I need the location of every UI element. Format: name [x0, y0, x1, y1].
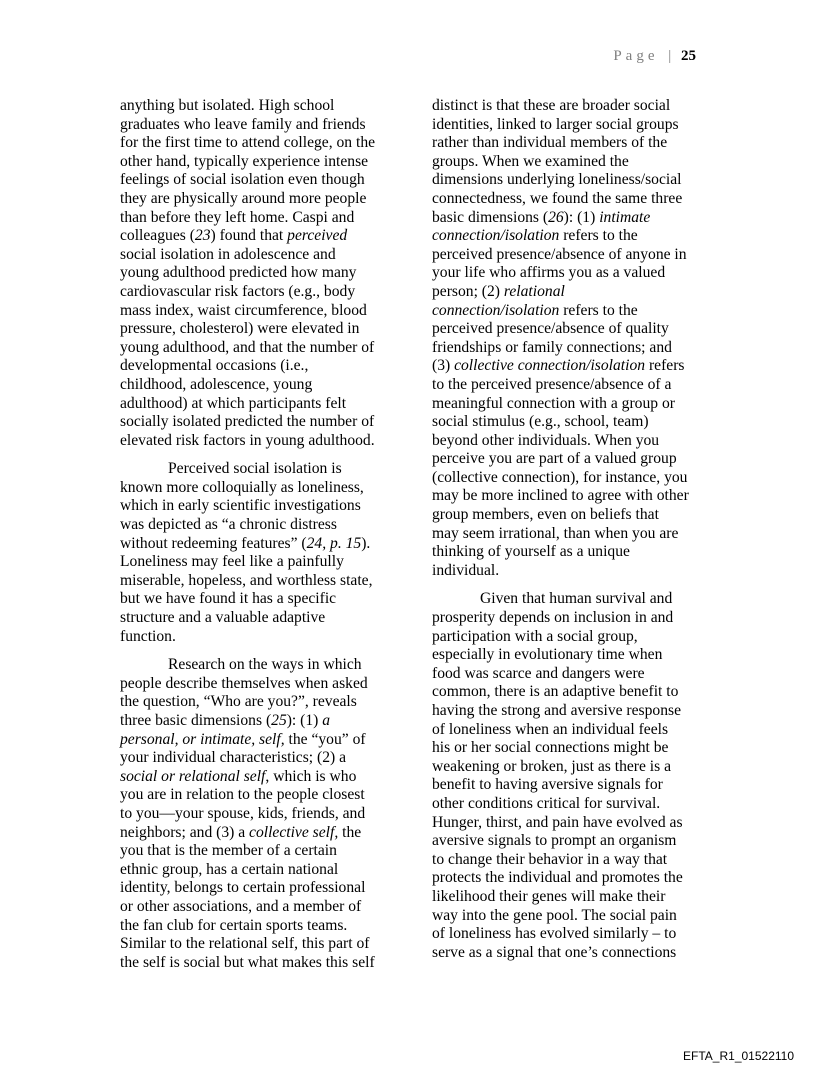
text-line: social isolation in adolescence and	[120, 245, 336, 263]
text-line: connection/isolation refers to the	[432, 301, 638, 319]
text-line: people describe themselves when asked	[120, 674, 368, 692]
text-line: distinct is that these are broader social	[432, 97, 671, 114]
text-line: known more colloquially as loneliness,	[120, 478, 364, 496]
paragraph	[432, 590, 700, 962]
text-line: perceive you are part of a valued group	[432, 450, 677, 468]
text-line: the question, “Who are you?”, reveals	[120, 693, 357, 711]
text-line: likelihood their genes will make their	[432, 887, 666, 905]
text-line: dimensions underlying loneliness/social	[432, 171, 682, 189]
text-line: thinking of yourself as a unique	[432, 543, 630, 561]
text-line: other hand, typically experience intense	[120, 152, 369, 170]
text-line: feelings of social isolation even though	[120, 171, 365, 189]
text-line: they are physically around more people	[120, 189, 367, 207]
text-line: young adulthood predicted how many	[120, 264, 357, 282]
text-line: your life who affirms you as a valued	[432, 264, 666, 282]
text-line: friendships or family connections; and	[432, 338, 672, 356]
text-line: rather than individual members of the	[432, 134, 668, 152]
left-column	[120, 97, 388, 982]
text-line: personal, or intimate, self, the “you” of	[120, 730, 366, 748]
text-line: may seem irrational, than when you are	[432, 524, 679, 542]
text-line: protects the individual and promotes the	[432, 869, 683, 887]
text-line: graduates who leave family and friends	[120, 115, 366, 133]
text-line: function.	[120, 627, 176, 645]
right-column	[432, 97, 700, 972]
text-line: Similar to the relational self, this part of	[120, 935, 370, 953]
text-line: perceived presence/absence of quality	[432, 320, 669, 338]
text-line: (collective connection), for instance, you	[432, 468, 688, 486]
text-line: to the perceived presence/absence of a	[432, 375, 672, 393]
paragraph	[120, 97, 388, 450]
text-line: three basic dimensions (25): (1) a	[120, 712, 331, 729]
text-line: identity, belongs to certain professional	[120, 879, 366, 897]
text-line: meaningful connection with a group or	[432, 394, 675, 412]
text-line: his or her social connections might be	[432, 739, 669, 757]
text-line: aversive signals to prompt an organism	[432, 832, 677, 850]
text-line: Loneliness may feel like a painfully	[120, 553, 344, 571]
text-line: your individual characteristics; (2) a	[120, 749, 347, 767]
text-line: was depicted as “a chronic distress	[120, 516, 337, 534]
text-line: childhood, adolescence, young	[120, 375, 313, 393]
text-line: may be more inclined to agree with other	[432, 487, 689, 505]
text-line: but we have found it has a specific	[120, 590, 337, 608]
text-line: elevated risk factors in young adulthood.	[120, 431, 375, 449]
text-line: (3) collective connection/isolation refers	[432, 357, 685, 375]
text-line: to change their behavior in a way that	[432, 850, 668, 868]
text-line: serve as a signal that one’s connections	[432, 943, 677, 961]
text-line: Perceived social isolation is	[168, 460, 342, 478]
page-separator: |	[668, 48, 672, 64]
text-line: perceived presence/absence of anyone in	[432, 245, 687, 263]
page-number: 25	[681, 48, 696, 64]
text-line: connection/isolation refers to the	[432, 227, 638, 245]
document-id: EFTA_R1_01522110	[683, 1049, 794, 1063]
text-line: colleagues (23) found that perceived	[120, 227, 348, 245]
text-line: way into the gene pool. The social pain	[432, 906, 677, 924]
text-line: Research on the ways in which	[168, 656, 362, 674]
text-line: basic dimensions (26): (1) intimate	[432, 208, 651, 226]
text-line: individual.	[432, 561, 500, 579]
page-label: Page	[613, 48, 659, 64]
text-line: especially in evolutionary time when	[432, 646, 663, 664]
text-line: for the first time to attend college, on the	[120, 134, 376, 152]
text-line: to you—your spouse, kids, friends, and	[120, 804, 366, 822]
text-line: participation with a social group,	[432, 627, 638, 645]
text-line: social stimulus (e.g., school, team)	[432, 413, 649, 431]
text-line: neighbors; and (3) a collective self, the	[120, 823, 362, 841]
text-line: Hunger, thirst, and pain have evolved as	[432, 813, 683, 831]
text-line: group members, even on beliefs that	[432, 506, 659, 524]
text-line: person; (2) relational	[432, 282, 565, 300]
text-line: of loneliness when an individual feels	[432, 720, 669, 738]
text-line: adulthood) at which participants felt	[120, 394, 347, 412]
text-line: food was scarce and dangers were	[432, 664, 645, 682]
text-line: prosperity depends on inclusion in and	[432, 609, 674, 627]
text-line: than before they left home. Caspi and	[120, 208, 355, 226]
text-line: miserable, hopeless, and worthless state,	[120, 571, 373, 589]
text-line: the fan club for certain sports teams.	[120, 916, 348, 934]
text-line: without redeeming features” (24, p. 15).	[120, 534, 371, 552]
text-line: groups. When we examined the	[432, 152, 629, 170]
text-line: Given that human survival and	[480, 590, 673, 608]
text-line: mass index, waist circumference, blood	[120, 301, 367, 319]
paragraph	[120, 460, 388, 646]
text-line: developmental occasions (i.e.,	[120, 357, 309, 375]
text-line: young adulthood, and that the number of	[120, 338, 375, 356]
text-line: ethnic group, has a certain national	[120, 860, 339, 878]
text-line: or other associations, and a member of	[120, 897, 362, 915]
text-line: social or relational self, which is who	[120, 767, 357, 785]
text-line: common, there is an adaptive benefit to	[432, 683, 679, 701]
text-line: having the strong and aversive response	[432, 702, 681, 719]
text-line: the self is social but what makes this self	[120, 953, 375, 971]
text-line: pressure, cholesterol) were elevated in	[120, 320, 360, 338]
text-line: which in early scientific investigations	[120, 497, 361, 515]
text-line: structure and a valuable adaptive	[120, 609, 326, 627]
text-line: cardiovascular risk factors (e.g., body	[120, 282, 356, 300]
page-header	[613, 48, 696, 65]
text-line: connectedness, we found the same three	[432, 189, 683, 207]
text-line: you that is the member of a certain	[120, 842, 337, 860]
text-line: benefit to having aversive signals for	[432, 776, 663, 794]
text-line: socially isolated predicted the number of	[120, 413, 375, 431]
paragraph	[432, 97, 700, 580]
paragraph	[120, 656, 388, 972]
text-line: weakening or broken, just as there is a	[432, 757, 672, 775]
text-line: other conditions critical for survival.	[432, 794, 661, 812]
text-line: you are in relation to the people closest	[120, 786, 365, 804]
text-line: of loneliness has evolved similarly – to	[432, 925, 677, 943]
text-line: beyond other individuals. When you	[432, 431, 660, 449]
text-line: anything but isolated. High school	[120, 97, 335, 114]
text-line: identities, linked to larger social groups	[432, 115, 679, 133]
